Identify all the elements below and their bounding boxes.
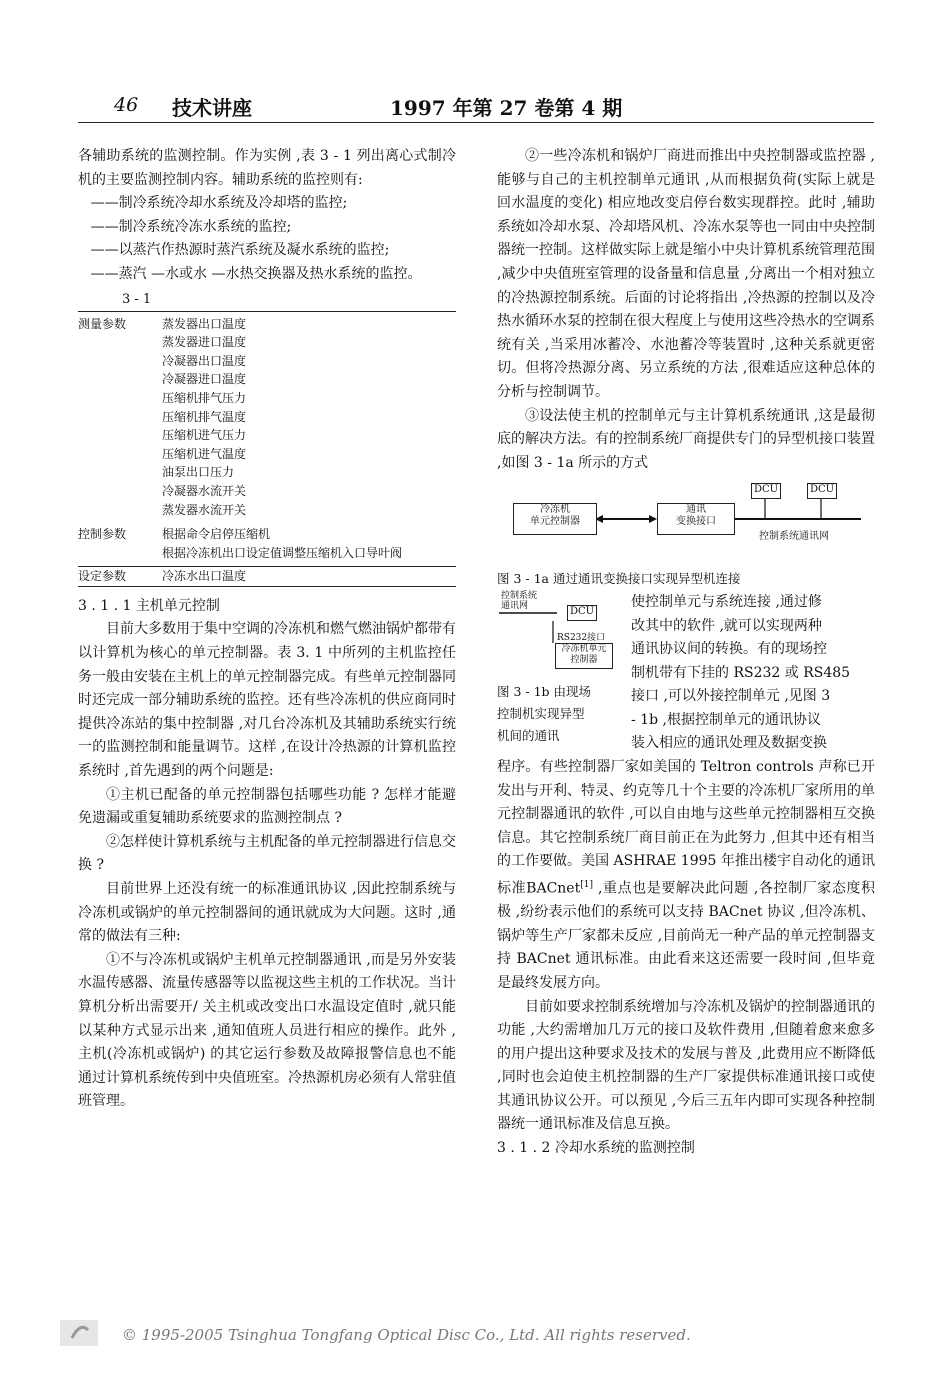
section-heading: 3 . 1 . 2 冷却水系统的监测控制 (497, 1140, 695, 1157)
publisher-logo-icon (60, 1318, 100, 1348)
list-item: ——制冷系统冷冻水系统的监控; (90, 218, 292, 235)
network-label: 控制系统 通讯网 (501, 590, 538, 611)
left-column (78, 145, 456, 1114)
wrapped-text: 使控制单元与系统连接 ,通过修 改其中的软件 ,就可以实现两种 通讯协议间的转换。有的现场控 制机带有下挂的 RS232 或 RS485 接口 ,可以外接控制单元 ,见图 3 - 1b ,根据控制单元的通讯协议 装入相应的通讯处理及数据变换 (631, 593, 851, 752)
footer (60, 1318, 880, 1354)
journal-issue: 1997 年第 27 卷第 4 期 (390, 96, 623, 120)
control-list: 根据命令启停压缩机 根据冷冻机出口设定值调整压缩机入口导叶阀 (162, 527, 403, 560)
setting-list: 冷冻水出口温度 (162, 567, 456, 587)
table-row-label: 设定参数 (78, 567, 162, 587)
paragraph: ③设法使主机的控制单元与主计算机系统通讯 ,这是最彻底的解决方法。有的控制系统厂商提供专门的异型机接口装置 ,如图 3 - 1a 所示的方式 (497, 407, 875, 471)
converter-box: 通讯 变换接口 (657, 503, 735, 535)
citation[interactable]: [1] (580, 879, 593, 890)
section-heading: 3 . 1 . 1 主机单元控制 (78, 597, 220, 614)
table-row-label: 测量参数 (78, 316, 127, 331)
running-header (78, 92, 874, 123)
table-row-label: 控制参数 (78, 527, 127, 542)
paragraph: ①不与冷冻机或锅炉主机单元控制器通讯 ,而是另外安装水温传感器、流量传感器等以监视这些主机的工作状况。当计算机分析出需要开/ 关主机或改变出口水温设定值时 ,就只能以某种方式显示出来 ,通知值班人员进行相应的操作。此外 ,主机(冷冻机或锅炉) 的其它运行参数及故障报警信息也不能通过计算机系统传到中央值班室。冷热源机房必须有人常驻值班管理。 (78, 951, 456, 1110)
page-number: 46 (114, 94, 139, 116)
table-caption: 3 - 1 (78, 289, 456, 312)
figure-caption: 图 3 - 1a 通过通讯变换接口实现异型机连接 (497, 571, 741, 587)
paragraph: 目前大多数用于集中空调的冷冻机和燃气燃油锅炉都带有以计算机为核心的单元控制器。表 3. 1 中所列的主机监控任务一般由安装在主机上的单元控制器完成。有些单元控制器同时还完成一部分辅助系统的监控。还有些冷冻机的供应商同时提供冷冻站的集中控制器 ,对几台冷冻机及其辅助系统实行统一的监测控制和能量调节。这样 ,在设计冷热源的计算机监控系统时 ,首先遇到的两个问题是: (78, 621, 456, 780)
right-column (497, 145, 875, 1161)
table-3-1 (78, 289, 456, 587)
figure-3-1b (497, 591, 625, 756)
dcu-box: DCU (751, 483, 781, 499)
figure-3-1a (497, 481, 875, 565)
chiller-unit-box: 冷冻机 单元控制器 (513, 503, 597, 535)
section-title: 技术讲座 (172, 96, 252, 120)
paragraph: ①主机已配备的单元控制器包括哪些功能 ? 怎样才能避免遗漏或重复辅助系统要求的监测控制点 ? (78, 786, 456, 827)
measure-list: 蒸发器出口温度 蒸发器进口温度 冷凝器出口温度 冷凝器进口温度 压缩机排气压力 压缩机排气温度 压缩机进气压力 压缩机进气温度 油泵出口压力 冷凝器水流开关 蒸发器水流开关 (162, 316, 247, 517)
arrow-head-right (649, 515, 657, 523)
paragraph: 目前如要求控制系统增加与冷冻机及锅炉的控制器通讯的功能 ,大约需增加几万元的接口及软件费用 ,但随着愈来愈多的用户提出这种要求及技术的发展与普及 ,此费用应不断降低 ,同时也会迫使主机控制器的生产厂家提供标准通讯接口或使其通讯协议公开。可以预见 ,今后三五年内即可实现各种控制器统一通讯标准及信息互换。 (497, 998, 875, 1133)
list-item: ——制冷系统冷却水系统及冷却塔的监控; (90, 195, 348, 212)
figure-caption: 图 3 - 1b 由现场 控制机实现异型 机间的通讯 (497, 683, 592, 743)
wrap-block (497, 591, 875, 756)
rs232-label: RS232接口 (557, 632, 606, 643)
network-label: 控制系统通讯网 (759, 531, 829, 543)
paragraph: ②怎样使计算机系统与主机配备的单元控制器进行信息交换 ? (78, 833, 456, 874)
paragraph: 目前世界上还没有统一的标准通讯协议 ,因此控制系统与冷冻机或锅炉的单元控制器间的通讯就成为大问题。这时 ,通常的做法有三种: (78, 881, 456, 945)
chiller-unit-box: 冷冻机单元 控制器 (555, 643, 613, 669)
paragraph: 程序。有些控制器厂家如美国的 Teltron controls 声称已开发出与开利、特灵、约克等几十个主要的冷冻机厂家所用的单元控制器通讯的软件 ,可以自由地与这些单元控制器相互交换信息。其它控制系统厂商目前正在为此努力 ,但其中还有相当的工作要做。美国 ASHRAE 1995 年推出楼宇自动化的通讯标准BACnet[1] ,重点也是要解决此问题 ,各控制厂家态度积极 ,纷纷表示他们的系统可以支持 BACnet 协议 ,但冷冻机、锅炉等生产厂家都未反应 ,目前尚无一种产品的单元控制器支持 BACnet 通讯标准。由此看来这还需要一段时间 ,但毕竟是最终发展方向。 (497, 758, 875, 991)
list-item: ——以蒸汽作热源时蒸汽系统及凝水系统的监控; (90, 242, 390, 259)
paragraph: 各辅助系统的监测控制。作为实例 ,表 3 - 1 列出离心式制冷机的主要监测控制内容。辅助系统的监控则有: (78, 148, 456, 188)
dcu-box: DCU (807, 483, 837, 499)
paragraph: ②一些冷冻机和锅炉厂商进而推出中央控制器或监控器 ,能够与自己的主机控制单元通讯 ,从而根据负荷(实际上就是回水温度的变化) 相应地改变启停台数实现群控。此时 ,辅助系统如冷却水泵、冷却塔风机、冷冻水泵等也一同由中央控制器统一控制。这样做实际上就是缩小中央计算机系统管理范围 ,减少中央值班室管理的设备量和信息量 ,分离出一个相对独立的冷热源控制系统。后面的讨论将指出 ,冷热源的控制以及冷热水循环水泵的控制在很大程度上与使用这些冷热水的空调系统有关 ,当采用冰蓄冷、水池蓄冷等装置时 ,这种关系就更密切。但将冷热源分离、另立系统的方法 ,很难适应这种总体的分析与控制调节。 (497, 148, 875, 400)
copyright-notice: © 1995-2005 Tsinghua Tongfang Optical Disc Co., Ltd. All rights reserved. (122, 1326, 691, 1344)
dcu-box: DCU (567, 605, 597, 621)
list-item: ——蒸汽 —水或水 —水热交换器及热水系统的监控。 (90, 265, 422, 282)
